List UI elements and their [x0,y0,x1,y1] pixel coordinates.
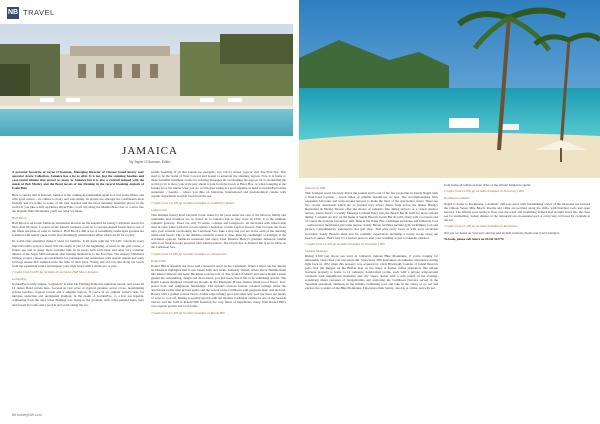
lead-paragraph: A personal favourite of Jayne O'Gorman, Managing Director of Chester based luxury tour operator Azure Collection, Jamaica has a lot to offer. It is not just the stunning beaches and year-round climate that attract us many to Jamaica but it is also a cocktail infused with the music of Bob Marley and the Bond novels of Ian Fleming in the record breaking exploits of Usain Bolt. [12,170,144,191]
body-paragraph: Round Hill is arguably the most well-connected resort in the Caribbean. When a hotel can list among its historical highlights that it was where John and Jackie Kennedy visited, where Oscar Hammerstein met Marie Osmond and Gene Hackman took the role of 'The Sound of Music' and where Ralph Lauren guided the remodelling, design and decorations, you just know that it has to be something special. The Ralph Lauren-designed Oceanfront Rooms in the Pineapple House feature white-wood floors, four-poster beds and sumptuous furnishings. The upstairs terraces feature colonial ceilings while the downstairs rooms offer private patios and the waters of the Caribbean with gorgeous deep reds and teal. Breezy with a golden private beach, double edge infinity pool and adult-only pool bar there are plenty of ways to cool off. Dining is equally special with the modern Caribbean cuisine in one of the Seaside Terrace and the Grill at Round Hill featuring the very finest of ingredients, many from Round Hill's own organic garden and local farms. [151,263,286,309]
booking-note: Tell you we based on 3 persons sharing and include economy flights and resort transfers. [444,230,560,235]
price-caption: 7 nights from £1,395 pp includes breakfast at Strawberry Hill [305,242,386,246]
price-caption: 7 nights from £1,830 pp includes breakfast at Strawberry Hill [444,189,525,194]
column-4 [444,183,590,418]
body-paragraph: This intimate luxury hotel has held iconic status for 60 years under the care of the Morrow family and celebrities and travellers are as drawn as to Jamaica Inn as they were in 1950. It is the ultimate romantic getaway. There are only 55 suites, cottages and bungalows, all decorated with impeccable taste in crisp white with rich woods against a backdrop of lush tropical flowers. You can tuck the doors onto your veranda overlooking the Caribbean Sea. Take a step and you are in the sand of the dazzling white-sand beach. This is the ultimate romantic retreat to dine. Dine by candlelight or starlight at the acclaimed open-air Jamaican restaurant and enjoy Chef Maurice Henry's gourmet Jamaican cuisine with local fresh flavours prepared with island produce. The Ocean Spa at Jamaica Inn is set in villas on the Caribbean Sea. [151,212,286,250]
subheading: GoldenEye [12,277,27,282]
subheading: Jamaica Inn [151,207,167,212]
magazine-logo: NB [7,7,19,19]
body-paragraph: Rising 3,100 feet above sea level in Jamaica's famous Blue Mountains, if you're looking for unbeatable views then you can stand still. Strawberry Hill guarantees an authentic experience during right back in 1972 when this property was acquired by Chris Blackwell, founder of Island Records (who first put Reggae on the British map on the map). A former coffee plantation, this unique boutique property is home to 12 romantic, handcrafted rooms, each with a private wrap-around verandah with magnificent mountain and city views. Relax with a rum punch in the evening, wandering under canopies of bougainvillea and exploring the Caribbean flavours served in the Verandah restaurant. Immerse in the infinity swimming pool and take in the views or go out and explore the wonders of the Blue Mountains. Experience their luxury, one day at a time, and why not. [305,254,438,291]
column-1 [12,170,144,410]
article-title: JAMAICA [122,145,178,157]
body-paragraph: GoldenEye is truly unique. 'Legendary' is what Ian Fleming made this Jamaican retreat, and wrote all 14 James Bond novels here. Located in vast acres of tropical gardens, secret coves, breathtaking private beaches, tropical forests and a singular lagoon. If you're in an original writer's taste for intrigue, seduction and undisputed glamour, in the realm of GoldenEye, to a few are legends, originating from the days when Fleming was living in the grounds, with ochre-painted steps, here and forests in rooms and a pool in and overlooking the sea. [12,282,144,307]
body-paragraph: Half Moon is an iconic Jamaican destination that has set the standard for luxury Caribbean resorts for more than 60 years. Located on the island's northern coast on a crescent-shaped beach that is one of the finest stretches of sand in Jamaica. Half Moon's 400 acres of beautifully landscaped gardens are scattered with luxury guest rooms and charmingly whitewashed villas which are fit for royalty. [12,220,144,238]
price-caption: 7 nights from £1,290 pp includes breakfast at Rockhouse [444,224,518,229]
subheading: Strawberry Hill [305,186,326,190]
booking-call: To book, please call Azure on 01244 322770 [444,237,504,242]
page-folio: 66 societyNW.com [12,413,42,417]
body-paragraph: paddle boarding. If all that sounds too energetic, you can try sunset yoga or visit The Fern Spa. This used to be the home of Noel Coward and hosted to entertain the stunning lagoon. Now it is home to these beautiful treatment rooms for relaxing massages all overlooking the lagoon. Or if snorkelling the world go by is more your style stay ahead to join from the beach at Bizot Bay, or when lounging at the feature pool. No matter what you do, world-class eating is a good appetite as head to GoldenEye's main restaurant – Gazebo – where you dine on Jamaican, international and gastronomical cuisine with organic ingredients and fish fresh from the sea. [151,170,286,199]
subheading: Sandals Montego [305,249,328,254]
section-label: TRAVEL [23,8,55,17]
body-paragraph: Negril is home to Rockhouse, a dramatic cliff-top resort with breathtaking views of the turquoise sea beyond the famous Seven Mile Beach. Rooms and villas are perched along the cliffs, with thatched roofs and open terraces. The infinity pool seems to float over the water and swimming ladders lead straight down into the clear sea for snorkelling. Sunset dinners at the restaurant are an essential part of every stay, followed by cocktails at the bar. [444,201,590,222]
column-3 [305,183,438,418]
beach-palm-photo [299,0,600,178]
article-byline: By Jayne O'Gorman, Editor [129,160,171,164]
body-paragraph: This boutique resort has truly thrive the sounds and is one of the few properties in trendy Negril with a head-hotel location – seven miles of pristine beachfront, no less. The accommodations have expansive balconies and wrap-around terraces to make the most of the spectacular views. There are two on-site restaurants which are so popular they attract diners from across the island. Hungry Restaurant & Dining Terrace offer the choice of romantic fine dining indoors or a casual outdoor terrace, where there's a weekly Massage Cocktail Party plus the Beach Bar & Grill for more relaxed dining. Cocktails are also on the menu at Sandy Haven's beach Bar & Grill, along with cool beers and of course the national favourites: rum. Dine in the Water Bar, Caribbean and Asian and Jamaican food – some terrace mentioned and some terrace. Sandy Haven facilities include gym, swimming pool and picnics, complimentary watersports and golf shop. That plus every room as with local excursion providers. Sandy Haven's main and for romantic experiences including a lovely set-up along the beach at sunset. That's why it's a perfect place to start your wedding or just to rekindle romance. [305,191,438,240]
price-caption: 7 nights from £1,855 pp includes all-inclusive Half Moon Jamaica [12,270,99,275]
price-caption: 7 nights from £2,470 pp includes breakfast at Round Hill [151,310,225,315]
body-paragraph: Here a country that is beloved, Jamaica is the coming-in-fashionable again as it was in the fifties, and with good reason – its culture is lively and welcoming, its people are amongst the Caribbean's most friendly and it's home to some of the best beaches and the most naturally beautiful places in the world. If you take a drift up Dunn's River Falls, a raft trip along the Martha Brae river or a drive into the majestic Blue Mountains you'll see what we mean. [12,192,144,213]
resort-pool-photo [0,24,293,136]
subheading: Round Hill [151,258,166,263]
price-caption: 7 nights from £2,085 pp includes breakfast at Jamaica Inn [151,251,227,256]
column-2 [151,170,286,410]
subheading: Half Moon [12,215,27,220]
price-caption: 7 nights from £2,470 pp includes breakfast at GoldenEye Resort [151,200,235,205]
subheading: Rockhouse Jamaica [444,196,470,201]
body-paragraph: from home all within an hour drive of the vibrant Kingston capital. [444,183,532,187]
body-paragraph: Its world-class amenities make it ideal for families. It all starts with the Y.U.I.P.I. Check-In every important little person a resort that has really is part of the beginning. A resort in the golf course, a fitness spa and so many more versatile time in its resort with such relax and relax very romantic dinners at the Sugar Mill restaurant after treating themselves to the Fern Spa. The Anancy Children's Village, project classes, spa treatments for youngsters and restaurants with special menus and early servings ensure that children have the time of their lives. Young and old can ride along the beach from the equestrian centre and impress your back board with a tennis pro or play. [12,239,144,268]
